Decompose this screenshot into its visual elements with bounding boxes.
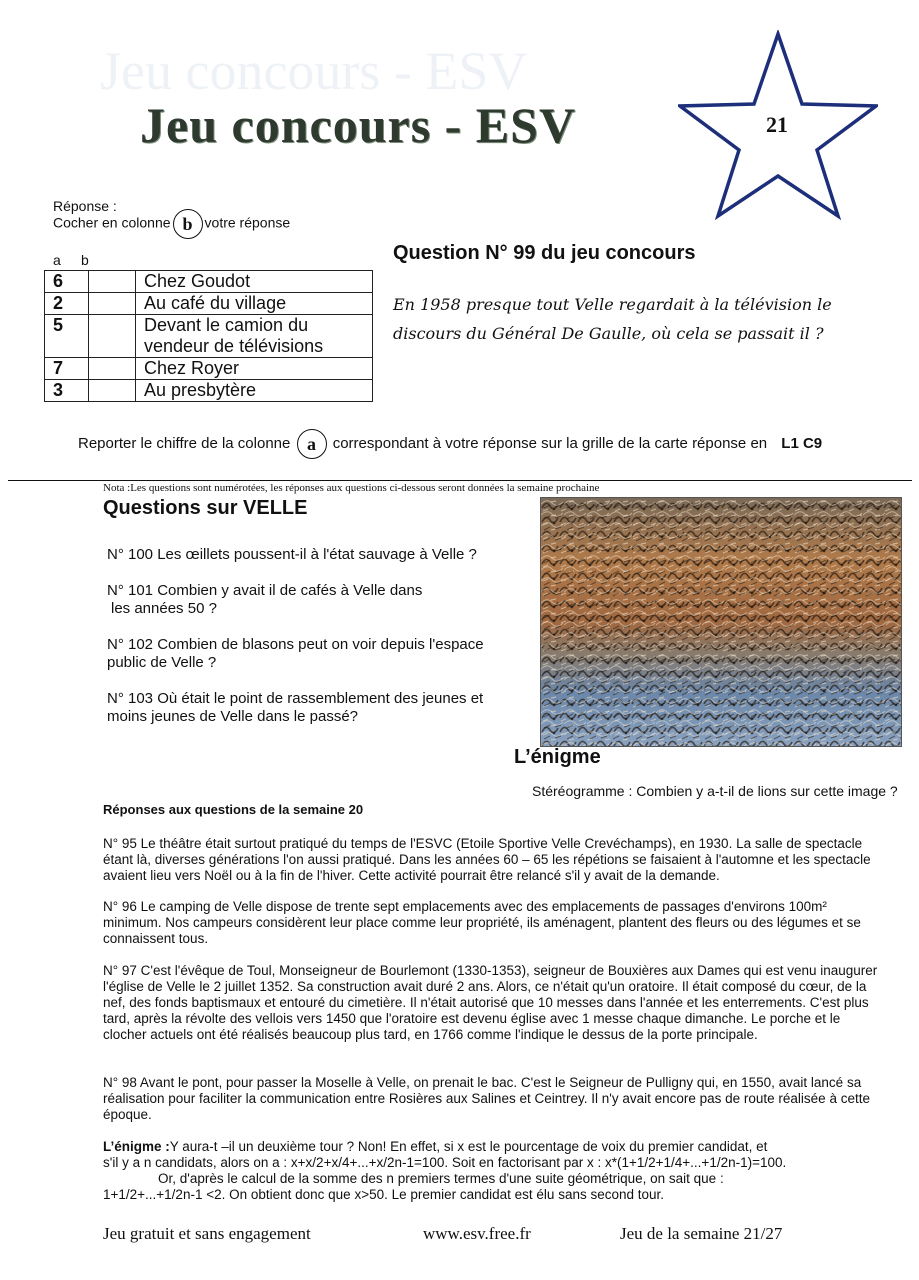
instruction-before: Cocher en colonne (53, 214, 171, 231)
question-line: N° 101 Combien y avait il de cafés à Velle dans (107, 582, 423, 599)
enigme-title: L’énigme (514, 746, 601, 768)
list-item (107, 690, 527, 726)
question-line: N° 100 Les œillets poussent-il à l'état sauvage à Velle ? (107, 546, 477, 563)
option-number: 5 (45, 315, 89, 358)
table-row (45, 293, 373, 315)
enigme-answer-line: s'il y a n candidats, alors on a : x+x/2+x/4+...+x/2n-1=100. Soit en factorisant par x : x*(1+1/2+1/4+...+1/2n-1)=100. (103, 1155, 787, 1170)
option-text: Au presbytère (136, 380, 373, 402)
option-text: Chez Royer (136, 358, 373, 380)
question-text: En 1958 presque tout Velle regardait à la télévision le discours du Général De Gaulle, où cela se passait il ? (393, 295, 832, 343)
table-row (45, 271, 373, 293)
report-before: Reporter le chiffre de la colonne (78, 434, 291, 452)
footer-left: Jeu gratuit et sans engagement (103, 1224, 311, 1243)
divider (8, 480, 912, 481)
footer-right: Jeu de la semaine 21/27 (620, 1224, 783, 1243)
table-row (45, 358, 373, 380)
question-line: les années 50 ? (111, 600, 217, 617)
response-label: Réponse : (53, 198, 117, 214)
answer-table (44, 270, 373, 402)
response-instruction (53, 209, 290, 239)
column-b-marker: b (173, 209, 203, 239)
instruction-after: votre réponse (204, 214, 291, 231)
option-number: 2 (45, 293, 89, 315)
stereogram-caption: Stéréogramme : Combien y a-t-il de lions sur cette image ? (532, 783, 898, 799)
option-number: 6 (45, 271, 89, 293)
footer-website-link[interactable]: www.esv.free.fr (423, 1224, 531, 1243)
question-line: N° 103 Où était le point de rassemblement des jeunes et (107, 690, 484, 707)
stereogram-image (540, 497, 902, 747)
enigme-answer-line: Or, d'après le calcul de la somme des n premiers termes d'une suite géométrique, on sait que : (158, 1171, 724, 1186)
enigme-answer (103, 1139, 883, 1203)
list-item (107, 636, 527, 672)
checkbox-cell[interactable] (89, 293, 136, 315)
issue-number: 21 (766, 112, 788, 137)
answer-paragraph: N° 98 Avant le pont, pour passer la Moselle à Velle, on prenait le bac. C'est le Seigneur de Pulligny qui, en 1550, avait lancé sa réalisation pour faciliter la communication entre Rosières aux Salines et Ceintrey. Il n'y avait encore pas de route réalisée à cette époque. (103, 1075, 870, 1122)
answers-heading: Réponses aux questions de la semaine 20 (103, 802, 364, 817)
answer-paragraph: N° 97 C'est l'évêque de Toul, Monseigneur de Bourlemont (1330-1353), seigneur de Bouxières aux Dames qui est venu inaugurer l'église de Velle le 2 juillet 1352. Sa construction avait duré 2 ans. Alors, ce n'était qu'un oratoire. Il était composé du cœur, de la nef, des fonds baptismaux et entouré du cimetière. Il n'était autorisé que 10 messes dans l'année et les enterrements. C'est plus tard, après la révolte des vellois vers 1450 que l'oratoire est devenu église avec 1 messe chaque dimanche. Le porche et le clocher actuels ont été réalisés beaucoup plus tard, en 1766 comme l'indique le dessus de la porte principale. (103, 963, 878, 1042)
report-instruction (78, 429, 822, 459)
section-title: Questions sur VELLE (103, 497, 308, 519)
report-cell: L1 C9 (781, 434, 823, 452)
option-text: Devant le camion du vendeur de télévisions (136, 315, 373, 358)
question-line: moins jeunes de Velle dans le passé? (107, 708, 359, 725)
option-text: Chez Goudot (136, 271, 373, 293)
col-a-header: a (53, 252, 61, 268)
checkbox-cell[interactable] (89, 358, 136, 380)
enigme-answer-line: Y aura-t –il un deuxième tour ? Non! En effet, si x est le pourcentage de voix du premier candidat, et (169, 1139, 768, 1154)
list-item (107, 582, 527, 618)
question-line: N° 102 Combien de blasons peut on voir depuis l'espace (107, 636, 484, 653)
ghost-title: Jeu concours - ESV (100, 41, 528, 101)
answer-paragraph: N° 96 Le camping de Velle dispose de trente sept emplacements avec des emplacements de passages d'environs 100m² minimum. Nos campeurs considèrent leur place comme leur propriété, ils aménagent, plantent des fleurs ou des légumes et se connaissent tous. (103, 899, 861, 946)
table-row (45, 380, 373, 402)
nota: Nota :Les questions sont numérotées, les réponses aux questions ci-dessous seront données la semaine prochaine (103, 482, 600, 494)
checkbox-cell[interactable] (89, 380, 136, 402)
option-number: 3 (45, 380, 89, 402)
option-number: 7 (45, 358, 89, 380)
question-line: public de Velle ? (107, 654, 217, 671)
page-title: Jeu concours - ESV (140, 97, 577, 153)
checkbox-cell[interactable] (89, 315, 136, 358)
enigme-answer-label: L’énigme : (103, 1139, 170, 1154)
table-row (45, 315, 373, 358)
option-text: Au café du village (136, 293, 373, 315)
checkbox-cell[interactable] (89, 271, 136, 293)
answer-paragraph: N° 95 Le théâtre était surtout pratiqué du temps de l'ESVC (Etoile Sportive Velle Crevéchamps), en 1930. La salle de spectacle étant là, diverses générations l'on aussi pratiqué. Dans les années 60 – 65 les répétions se faisaient à l'automne et les spectacle avaient lieu vers Noël ou à la fin de l'hiver. Cette activité pourrait être relancé s'il y avait de la demande. (103, 836, 871, 883)
question-heading: Question N° 99 du jeu concours (393, 242, 696, 264)
list-item (107, 546, 527, 564)
column-a-marker: a (297, 429, 327, 459)
report-after: correspondant à votre réponse sur la grille de la carte réponse en (332, 434, 768, 452)
enigme-answer-line: 1+1/2+...+1/2n-1 <2. On obtient donc que x>50. Le premier candidat est élu sans second tour. (103, 1187, 665, 1202)
col-b-header: b (81, 252, 89, 268)
